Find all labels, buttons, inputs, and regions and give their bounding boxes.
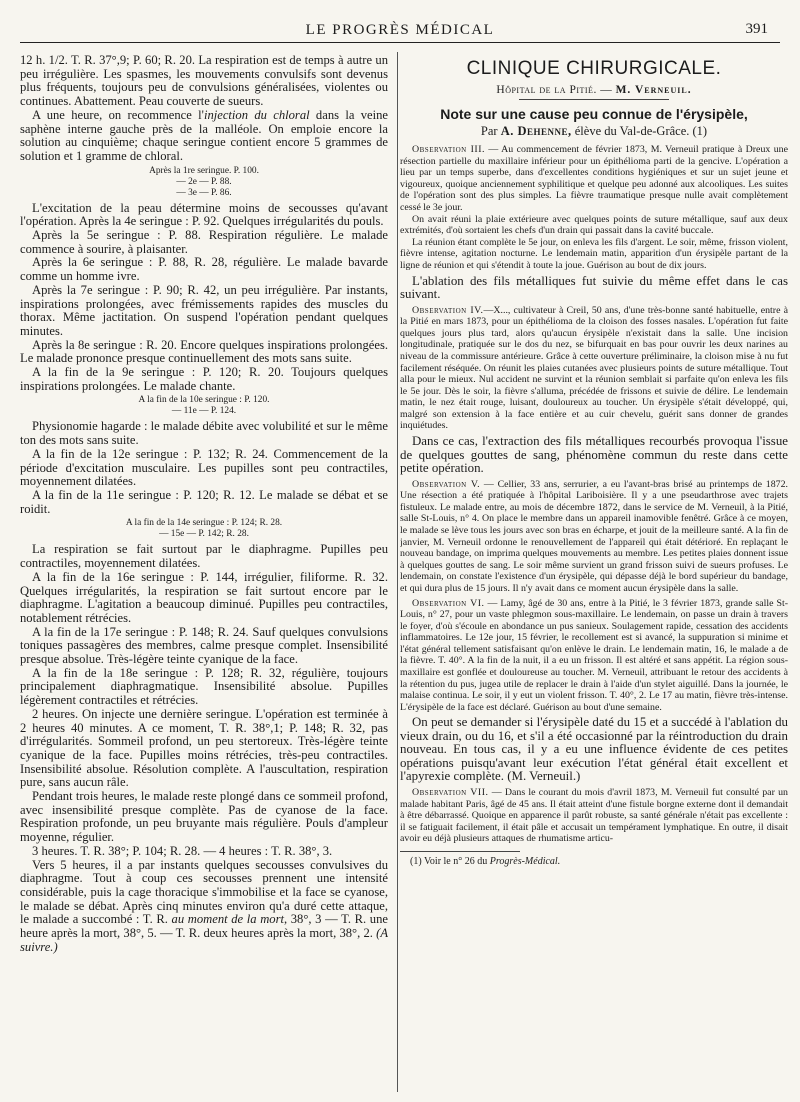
dose-row: Après la 1re seringue. P. 100. [149,165,259,176]
paragraph: Vers 5 heures, il a par instants quelques secousses convulsives du diaphragme. Tout à coup ces secousses prennent une intensité considérable, puis la cage thoracique s'immobilise et la face se cyanose, le malade se débat. Après cinq minutes environ qu'a duré cette attaque, le malade a succombé : T. R. au moment de la mort, 38°, 3 — T. R. une heure après la mort, 38°, 5. — T. R. deux heures après la mort, 38°, 2. (A suivre.) [20,857,388,954]
paragraph: 3 heures. T. R. 38°; P. 104; R. 28. — 4 heures : T. R. 38°, 3. [32,843,333,858]
dose-row: — 11e — P. 124. [171,406,237,417]
footnote: (1) Voir le n° 26 du Progrès-Médical. [410,855,561,867]
commentary: Dans ce cas, l'extraction des fils métalliques recourbés provoqua l'issue de quelques gouttes de sang, phénomène commun du reste dans cette petite opération. [400,434,788,476]
dose-table [20,518,388,540]
dose-row: — 15e — P. 142; R. 28. [159,529,249,540]
observation-7: Observation VII. — Dans le courant du mois d'avril 1873, M. Verneuil fut consulté par un malade habitant Paris, âgé de 45 ans. Il était atteint d'une fistule borgne externe dont il demandait à être débarrassé. Quoique en apparence il parût robuste, sa santé générale n'était pas excellente : il se fatiguait facilement, il était pâle et accusait un tempérament lymphatique. En outre, il disait avoir eu déjà plusieurs attaques de rhumatisme articu- [400,786,788,845]
left-column [20,54,388,1099]
paragraph: A la fin de la 18e seringue : P. 128; R. 32, régulière, toujours principalement diaphragmatique. Insensibilité absolue. Pupilles légèrement contractiles et rétrécies. [20,665,388,708]
to-be-continued: (A suivre.) [20,926,388,954]
article-title: Note sur une cause peu connue de l'érysipèle, [440,106,748,122]
footnote-rule [400,851,520,852]
observation-6: Observation VI. — Lamy, âgé de 30 ans, entre à la Pitié, le 3 février 1873, grande salle St-Louis, n° 27, pour un vaste phlegmon sous-maxillaire. Le lendemain, on passe un drain à travers le foyer, d'où s'écoule en abondance un pus sanieux. Soulagement rapide, cessation des accidents inflammatoires. Le 12e jour, 15 février, le recollement est si avancé, la suppuration si minime et l'état général tellement satisfaisant qu'on enlève le drain. Le lendemain matin, 16, le malade a de la fièvre. T. 40°. A la fin de la nuit, il a eu un frisson. Il est altéré et sans appétit. La région sous-maxillaire est gonflée et douloureuse au toucher. M. Verneuil, attribuant le retour des accidents à la rétention du pus, jugea utile de replacer le drain à l'aide d'un stylet aiguillé. Dans la journée, le malaise continua. Le soir, il y eut un violent frisson. T. 40°, 2. Le 17 au matin, fièvre très-intense. L'érysipèle de la face est déclaré. Guérison au bout d'une semaine. [400,597,788,713]
section-title: CLINIQUE CHIRURGICALE. [466,58,722,79]
journal-title: LE PROGRÈS MÉDICAL [305,22,495,38]
paragraph: Pendant trois heures, le malade reste plongé dans ce sommeil profond, avec insensibilité presque complète. Pas de cyanose de la face. Respiration profonde, un peu bruyante mais régulière. Pouls d'ampleur moyenne, régulier. [20,789,388,845]
commentary: On peut se demander si l'érysipèle daté du 15 et a succédé à l'ablation du vieux drain, ou du 16, et s'il a été occasionné par la réintroduction du drain nouveau. En tous cas, il y a eu une influence évidente de ces petites opérations puisqu'avant leur exécution l'état général était excellent et l'apyrexie complète. (M. Verneuil.) [400,715,788,784]
dose-row: A la fin de la 10e seringue : P. 120. [138,395,270,406]
observation-4: Observation IV.—X..., cultivateur à Creil, 50 ans, d'une très-bonne santé habituelle, entre à la Pitié en mars 1873, pour un épithélioma de la cloison des fosses nasales. L'opération fut faite quelques jours plus tard, alors qu'aucun érysipèle n'existait dans la salle. Une incision longitudinale, pratiquée sur le dos du nez, se bifurquait en bas pour ouvrir les deux narines au niveau de la commissure antérieure. Grâce à cette ouverture préliminaire, la cloison mise à nu fut facilement réséquée. On réunit les plaies cutanées avec plusieurs points de suture métallique. Tout alla pour le mieux. Nul accident ne survint et la réunion semblait si parfaite qu'on enleva les fils le 5e jour. Dès le soir, la fièvre s'alluma, précédée de frissons et suivie de délire. Le lendemain matin, le nez était rouge, luisant, douloureux au toucher. Un érysipèle s'était développé, qui, malgré son extension à la face entière et au cuir chevelu, guérit sans donner de grandes inquiétudes. [400,304,788,432]
dose-row: A la fin de la 14e seringue : P. 124; R. 28. [125,518,283,529]
commentary: L'ablation des fils métalliques fut suivie du même effet dans le cas suivant. [400,273,788,302]
paragraph: Physionomie hagarde : le malade débite avec volubilité et sur le même ton des mots sans suite. [20,419,388,448]
page-number: 391 [745,21,768,37]
paragraph: 2 heures. On injecte une dernière seringue. L'opération est terminée à 2 heures 40 minutes. A ce moment, T. R. 38°,1; P. 148; R. 32, pas d'irrégularités. Sommeil profond, un peu stertoreux. Très-légère teinte cyanique de la face. Pupilles moins rétrécies, très-peu contractiles. Insensibilité absolue. Résolution complète. A l'auscultation, respiration pure, sans aucun râle. [20,706,388,790]
paragraph: A la fin de la 9e seringue : P. 120; R. 20. Toujours quelques inspirations prolongées. Le malade chante. [20,365,388,393]
dose-table [20,395,388,417]
paragraph: A la fin de la 12e seringue : P. 132; R. 24. Commencement de la période d'excitation musculaire. Les pupilles sont peu contractiles, moyennement dilatées. [20,446,388,489]
paragraph: A la fin de la 17e seringue : P. 148; R. 24. Sauf quelques convulsions toniques passagères des membres, calme presque complet. Insensibilité presque absolue. Très-légère teinte cyanique de la face. [20,624,388,667]
observation-5: Observation V. — Cellier, 33 ans, serrurier, a eu l'avant-bras brisé au printemps de 1872. Une résection a été pratiquée à l'hôpital Lariboisière. Il y a une pseudarthrose avec trajets fistuleux. Le malade entre, au mois de décembre 1872, dans le service de M. Verneuil, à la Pitié, salle St-Louis, n° 4. On place le membre dans un appareil inamovible fenêtré. Grâce à ce moyen, le malade se lève tous les jours avec son bras en écharpe, et jouit de la meilleure santé. A la fin de janvier, M. Verneuil ordonne le renouvellement de l'appareil qui était détérioré. En replaçant le nouveau bandage, on imprima quelques mouvements au membre. Les petites plaies donnent issue à quelques gouttes de sang. Le soir même survient un grand frisson suivi de sueurs profuses. Le lendemain, on constate l'existence d'un érysipèle, qui dépasse déjà le bord supérieur du bandage, et qui dura plus de 15 jours. Il n'y avait dans ce moment aucun érysipèle dans la salle. [400,478,788,594]
page-header [20,18,780,43]
paragraph: A la fin de la 11e seringue : P. 120; R. 12. Le malade se débat et se roidit. [20,487,388,516]
byline: Par A. Dehenne, élève du Val-de-Grâce. (1) [480,124,708,138]
paragraph: L'excitation de la peau détermine moins de secousses qu'avant l'opération. Après la 4e seringue : P. 92. Quelques irrégularités du pouls. [20,200,388,229]
dose-table [20,166,388,199]
observation-3: Observation III. — Au commencement de février 1873, M. Verneuil pratique à Dreux une résection partielle du maxillaire inférieur pour un épithélioma parti de la gencive. L'opération a lieu par un temps superbe, dans d'excellentes conditions hygiéniques et sur un sujet jeune et vigoureux, quoique anciennement syphilitique et quelque peu adonné aux alcooliques. Les suites de l'opération sont des plus simples. La fièvre traumatique presque nulle avait complètement cessé le 3e jour. On avait réuni la plaie extérieure avec quelques points de suture métallique, sauf aux deux extrémités, d'où sortaient les chefs d'un drain qui passait dans la cavité buccale. La réunion étant complète le 5e jour, on enleva les fils d'argent. Le soir, même, frisson violent, fièvre intense, agitation nocturne. Le lendemain matin, apparition d'un érysipèle partant de la ligne de réunion et qui s'étendit à toute la joue. Guérison au bout de dix jours. [400,144,788,271]
paragraph: Après la 7e seringue : P. 90; R. 42, un peu irrégulière. Par instants, inspirations prolongées, avec frémissements rapides des muscles du thorax. Même jactitation. On suspend l'opération pendant quelques minutes. [20,282,388,338]
divider [519,99,669,100]
hospital-line: Hôpital de la Pitié. — M. Verneuil. [496,84,692,96]
dose-row: — 3e — P. 86. [176,187,232,198]
paragraph: Après la 5e seringue : P. 88. Respiration régulière. Le malade commence à sourire, à plaisanter. [20,228,388,256]
column-divider [397,52,398,1092]
paragraph: A une heure, on recommence l'injection du chloral dans la veine saphène interne gauche près de la malléole. On emploie encore la solution au cinquième; chaque seringue contient encore 5 grammes de solution et 1 gramme de chloral. [20,107,388,163]
paragraph: Après la 8e seringue : R. 20. Encore quelques inspirations prolongées. Le malade prononce presque continuellement des mots sans suite. [20,337,388,366]
paragraph: A la fin de la 16e seringue : P. 144, irrégulier, filiforme. R. 32. Quelques irrégularités, la respiration se fait surtout encore par le diaphragme. L'agitation a beaucoup diminué. Pupilles peu contractiles, notablement rétrécies. [20,569,388,625]
paragraph: Après la 6e seringue : P. 88, R. 28, régulière. Le malade bavarde comme un homme ivre. [20,255,388,284]
paragraph: La respiration se fait surtout par le diaphragme. Pupilles peu contractiles, moyennement dilatées. [20,542,388,571]
paragraph: 12 h. 1/2. T. R. 37°,9; P. 60; R. 20. La respiration est de temps à autre un peu irrégulière. Les spasmes, les mouvements convulsifs sont devenus plus fréquents, toujours peu de convulsions généralisées, violentes ou continues. Abattement. Peau couverte de sueurs. [20,54,388,109]
right-column [400,54,788,1099]
dose-row: — 2e — P. 88. [176,176,232,187]
